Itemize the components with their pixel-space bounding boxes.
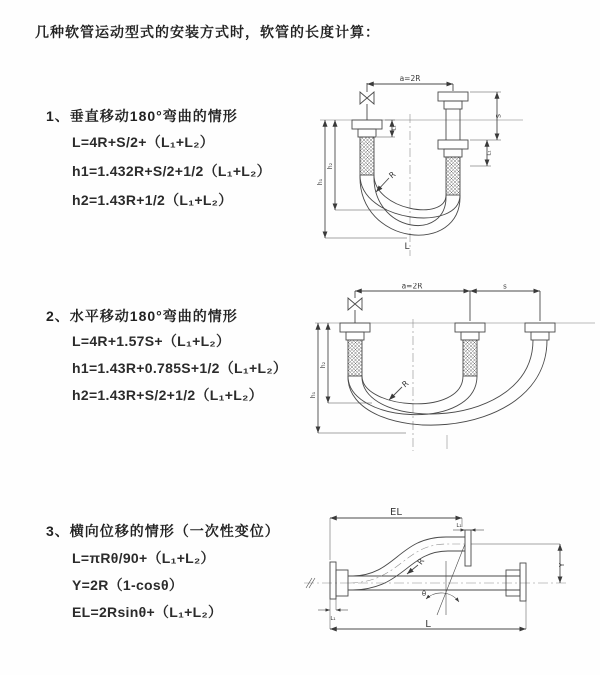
hose-fitting-right [438,92,468,195]
section-3-formula-EL: EL=2Rsinθ+（L₁+L₂） [72,604,223,620]
radius-label: R [415,556,427,567]
angle-label: θ [421,590,427,598]
dim-label-l1-left: L₁ [330,616,336,622]
valve-icon [348,291,362,323]
hose-fitting-left [352,120,382,175]
diagram-horizontal-180-bend [310,283,600,463]
dim-label-l1-top: L₁ [456,523,462,529]
section-2-heading: 2、水平移动180°弯曲的情形 [46,308,238,324]
radius-leader [389,387,402,400]
dim-label-l1-left: L₁ [391,125,398,131]
flange-upper-right [465,530,471,566]
radius-leader [376,178,389,192]
dim-label-y: Y [558,562,566,568]
section-1-formula-h1: h1=1.432R+S/2+1/2（L₁+L₂） [72,163,271,179]
dim-label-l1-right: L₁ [486,150,493,156]
dim-label-el: EL [390,507,402,518]
hose-s-curve [350,537,465,590]
dim-label-length: L [425,619,431,630]
dim-label-h2: h₂ [320,361,327,369]
dim-label-length: L [404,242,410,252]
dim-label-a2r: a=2R [399,74,421,83]
flange-left [330,562,348,599]
hose-fitting-left [340,323,370,376]
section-3-formula-Y: Y=2R（1-cosθ） [72,577,184,593]
dim-label-s: s [503,283,507,291]
dim-label-h1: h₁ [317,178,324,186]
section-2-formula-h1: h1=1.43R+0.785S+1/2（L₁+L₂） [72,360,288,376]
angle-construction [426,544,465,615]
hose-fitting-middle [455,323,485,376]
hose-u-bend-curves [348,340,547,425]
diagram-lateral-displacement [298,503,600,643]
pipe-straight-position [348,563,526,601]
page-title: 几种软管运动型式的安装方式时，软管的长度计算： [35,24,380,40]
section-1-heading: 1、垂直移动180°弯曲的情形 [46,108,238,124]
dim-label-h2: h₂ [327,162,334,170]
dim-label-s: S [494,113,503,119]
section-2-formula-L: L=4R+1.57S+（L₁+L₂） [72,333,231,349]
valve-icon [360,83,374,120]
hose-fitting-right [525,323,555,340]
dim-label-a2r: a=2R [401,283,423,291]
section-3-heading: 3、横向位移的情形（一次性变位） [46,523,280,539]
section-3-formula-L: L=πRθ/90+（L₁+L₂） [72,550,215,566]
section-1-formula-h2: h2=1.43R+1/2（L₁+L₂） [72,192,233,208]
section-1-formula-L: L=4R+S/2+（L₁+L₂） [72,134,215,150]
radius-label: R [400,378,411,390]
section-2-formula-h2: h2=1.43R+S/2+1/2（L₁+L₂） [72,387,263,403]
diagram-vertical-180-bend [315,70,600,265]
dim-label-h1: h₁ [310,391,317,399]
radius-label: R [387,169,398,181]
radius-leader [407,565,418,574]
